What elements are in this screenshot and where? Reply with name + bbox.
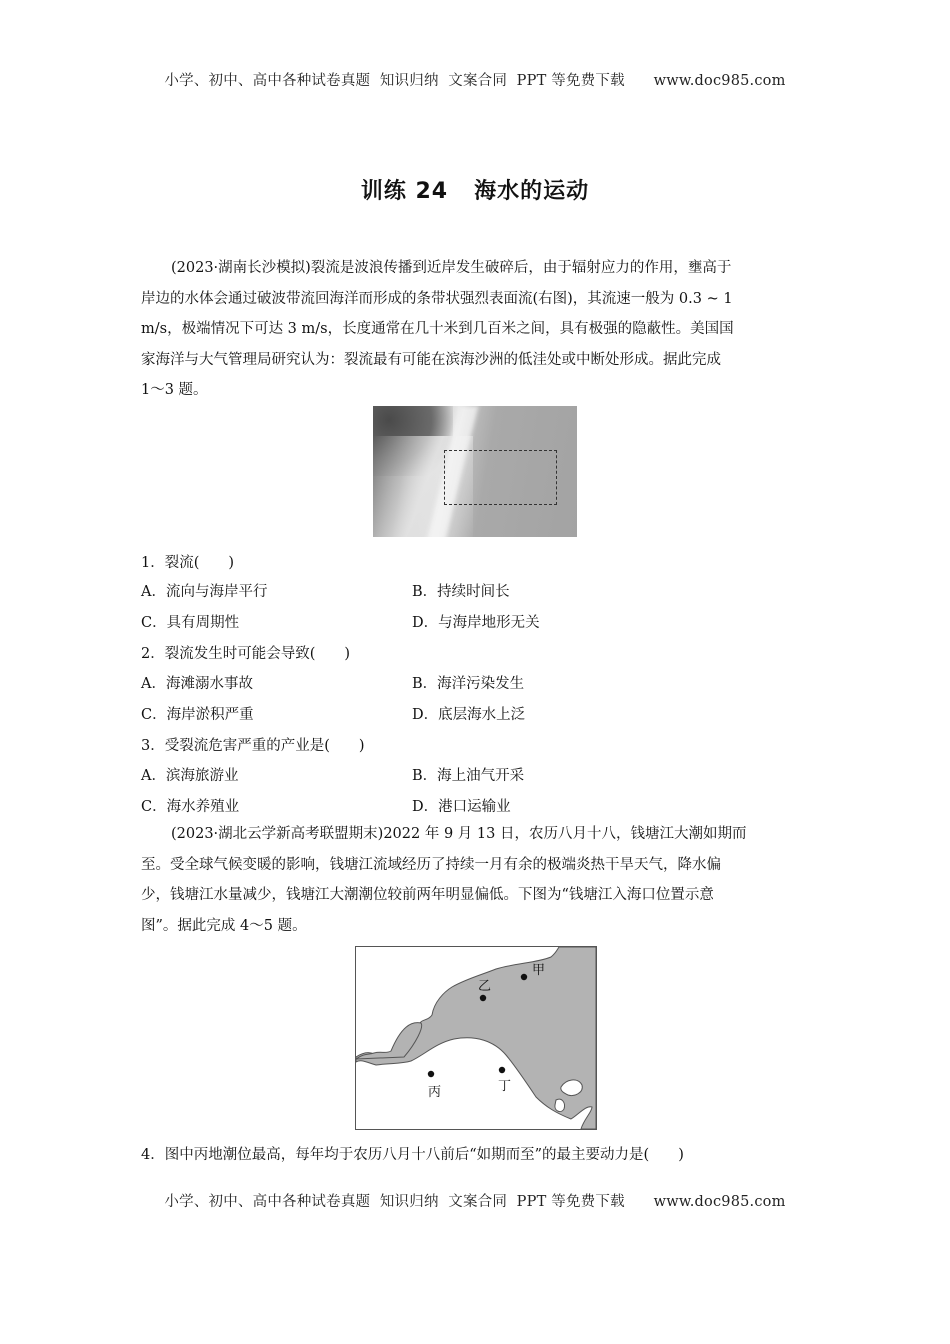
question-2-stem: 2．裂流发生时可能会导致( ) (141, 646, 351, 662)
passage-qiantang-tide (141, 819, 809, 941)
passage-line: 岸边的水体会通过破波带流回海洋而形成的条带状强烈表面流(右图)，其流速一般为 0.3 ~ 1 (141, 290, 733, 307)
passage-line: 图”。据此完成 4～5 题。 (141, 917, 307, 934)
q2-option-c: C．海岸淤积严重 (141, 707, 254, 723)
question-4-stem: 4．图中丙地潮位最高，每年均于农历八月十八前后“如期而至”的最主要动力是( ) (141, 1147, 684, 1163)
q2-option-b: B．海洋污染发生 (412, 676, 525, 692)
q2-option-a: A．海滩溺水事故 (141, 676, 253, 692)
qiantang-estuary-map (355, 946, 597, 1130)
rip-current-photo (373, 406, 577, 537)
question-1-stem: 1．裂流( ) (141, 555, 235, 571)
passage-line: 1～3 题。 (141, 382, 208, 398)
passage-line: 至。受全球气候变暖的影响，钱塘江流域经历了持续一月有余的极端炎热干旱天气，降水偏 (141, 856, 721, 873)
q3-option-d: D．港口运输业 (412, 799, 511, 815)
passage-line: (2023·湖北云学新高考联盟期末)2022 年 9 月 13 日，农历八月十八，钱塘江大潮如期而 (171, 826, 747, 842)
point-jia-marker (521, 974, 527, 980)
label-bing: 丙 (428, 1085, 442, 1100)
q3-option-a: A．滨海旅游业 (141, 768, 239, 784)
q1-option-c: C．具有周期性 (141, 615, 240, 631)
label-jia: 甲 (532, 963, 546, 978)
q1-option-a: A．流向与海岸平行 (141, 584, 268, 600)
page-footer: 小学、初中、高中各种试卷真题 知识归纳 文案合同 PPT 等免费下载 www.doc985.com (164, 1194, 786, 1210)
label-ding: 丁 (498, 1079, 512, 1094)
label-yi: 乙 (478, 979, 492, 994)
q1-option-b: B．持续时间长 (412, 584, 510, 600)
page-title (0, 174, 950, 205)
title-number: 训练 24 (360, 179, 449, 204)
q2-option-d: D．底层海水上泛 (412, 707, 526, 723)
passage-line: 家海洋与大气管理局研究认为：裂流最有可能在滨海沙洲的低洼处或中断处形成。据此完成 (141, 351, 721, 368)
question-3-stem: 3．受裂流危害严重的产业是( ) (141, 738, 365, 754)
q3-option-b: B．海上油气开采 (412, 768, 525, 784)
q3-option-c: C．海水养殖业 (141, 799, 240, 815)
title-topic: 海水的运动 (474, 179, 590, 204)
passage-line: 少，钱塘江水量减少，钱塘江大潮潮位较前两年明显偏低。下图为“钱塘江入海口位置示意 (141, 887, 714, 903)
estuary-shape (356, 947, 596, 1129)
point-yi-marker (480, 995, 486, 1001)
passage-rip-current (141, 253, 809, 406)
passage-line: m/s，极端情况下可达 3 m/s，长度通常在几十米到几百米之间，具有极强的隐蔽性。美国国 (141, 321, 734, 337)
dashed-highlight-box (444, 450, 557, 505)
passage-line: (2023·湖南长沙模拟)裂流是波浪传播到近岸发生破碎后，由于辐射应力的作用，壅高于 (171, 260, 732, 276)
point-ding-marker (499, 1067, 505, 1073)
q1-option-d: D．与海岸地形无关 (412, 615, 540, 631)
point-bing-marker (428, 1071, 434, 1077)
page-header: 小学、初中、高中各种试卷真题 知识归纳 文案合同 PPT 等免费下载 www.doc985.com (164, 73, 786, 89)
